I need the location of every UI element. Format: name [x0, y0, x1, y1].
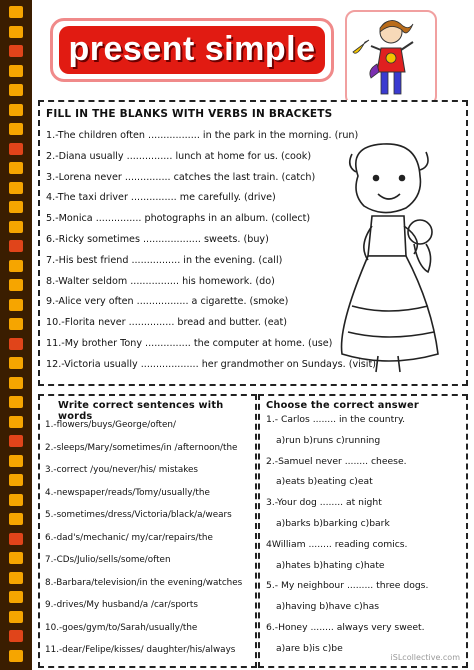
section-heading: Choose the correct answer — [266, 400, 419, 411]
film-hole — [9, 494, 23, 506]
exercise-line: 11.-dear/Felipe/kisses/ daughter/his/always — [45, 645, 236, 655]
film-hole — [9, 26, 23, 38]
film-hole — [9, 572, 23, 584]
exercise-line: 5.-sometimes/dress/Victoria/black/a/wears — [45, 510, 232, 520]
exercise-line: 10.-Florita never ............... bread and butter. (eat) — [46, 317, 288, 329]
exercise-line: 10.-goes/gym/to/Sarah/usually/the — [45, 622, 198, 633]
exercise-line: 3.-correct /you/never/his/ mistakes — [45, 465, 199, 475]
exercise-line: a)are b)is c)be — [276, 642, 343, 654]
film-hole — [9, 513, 23, 525]
exercise-line: 3.-Your dog ........ at night — [266, 497, 382, 509]
section-heading: Write correct sentences with words — [58, 400, 224, 422]
exercise-line: 2.-Samuel never ........ cheese. — [266, 455, 407, 467]
exercise-line: 1.- Carlos ........ in the country. — [266, 414, 406, 425]
exercise-line: a)barks b)barking c)bark — [276, 518, 390, 529]
film-hole — [9, 338, 23, 350]
exercise-line: 6.-Honey ........ always very sweet. — [266, 622, 425, 633]
film-hole — [9, 474, 23, 486]
film-hole — [9, 104, 23, 116]
exercise-line: 12.-Victoria usually ................... her grandmother on Sundays. (visit) — [46, 358, 376, 370]
exercise-line: 3.-Lorena never ............... catches the last train. (catch) — [46, 171, 316, 183]
exercise-line: 11.-My brother Tony ............... the computer at home. (use) — [46, 338, 333, 349]
exercise-line: 5.-Monica ............... photographs in an album. (collect) — [46, 213, 311, 225]
title-banner — [50, 18, 334, 82]
film-hole — [9, 279, 23, 291]
exercise-line: 2.-sleeps/Mary/sometimes/in /afternoon/the — [45, 442, 238, 453]
girl-with-doll-illustration — [328, 136, 458, 376]
film-hole — [9, 240, 23, 252]
superhero-girl-illustration — [345, 10, 437, 106]
film-hole — [9, 591, 23, 603]
film-hole — [9, 65, 23, 77]
exercise-line: 4.-newspaper/reads/Tomy/usually/the — [45, 487, 210, 498]
film-hole — [9, 435, 23, 447]
write-sentences-section — [38, 394, 257, 668]
film-hole — [9, 455, 23, 467]
film-hole — [9, 45, 23, 57]
film-hole — [9, 6, 23, 18]
exercise-line: 9.-Alice very often ................. a cigarette. (smoke) — [46, 296, 289, 308]
title-background — [59, 26, 325, 74]
film-hole — [9, 299, 23, 311]
section-heading: FILL IN THE BLANKS WITH VERBS IN BRACKETS — [46, 108, 333, 120]
exercise-line: 2.-Diana usually ............... lunch at home for us. (cook) — [46, 150, 312, 162]
film-hole — [9, 123, 23, 135]
film-hole — [9, 221, 23, 233]
film-strip-border — [0, 0, 32, 670]
exercise-line: 4William ........ reading comics. — [266, 538, 408, 550]
exercise-line: 6.-dad's/mechanic/ my/car/repairs/the — [45, 532, 213, 543]
film-hole — [9, 143, 23, 155]
exercise-line: 1.-flowers/buys/George/often/ — [45, 420, 176, 430]
film-hole — [9, 611, 23, 623]
film-hole — [9, 650, 23, 662]
film-hole — [9, 84, 23, 96]
exercise-line: 7.-CDs/Julio/sells/some/often — [45, 555, 171, 565]
exercise-line: 7.-His best friend ................ in the evening. (call) — [46, 254, 283, 266]
page-title: present simple — [68, 30, 316, 68]
film-hole — [9, 357, 23, 369]
fill-in-blanks-section — [38, 100, 468, 386]
multiple-choice-section — [258, 394, 468, 668]
exercise-line: 8.-Barbara/television/in the evening/watches — [45, 577, 243, 588]
watermark: iSLcollective.com — [390, 653, 460, 662]
exercise-line: 6.-Ricky sometimes ................... sweets. (buy) — [46, 234, 269, 245]
exercise-line: a)eats b)eating c)eat — [276, 476, 373, 488]
film-hole — [9, 162, 23, 174]
exercise-line: 9.-drives/My husband/a /car/sports — [45, 600, 198, 610]
exercise-line: a)hates b)hating c)hate — [276, 559, 385, 571]
exercise-line: a)run b)runs c)running — [276, 434, 381, 446]
film-hole — [9, 396, 23, 408]
film-hole — [9, 260, 23, 272]
exercise-line: 5.- My neighbour ......... three dogs. — [266, 580, 429, 592]
exercise-line: 1.-The children often ................. in the park in the morning. (run) — [46, 130, 359, 141]
film-hole — [9, 182, 23, 194]
exercise-line: a)having b)have c)has — [276, 601, 379, 613]
film-hole — [9, 201, 23, 213]
film-hole — [9, 416, 23, 428]
film-hole — [9, 630, 23, 642]
film-hole — [9, 533, 23, 545]
exercise-line: 4.-The taxi driver ............... me carefully. (drive) — [46, 192, 276, 204]
film-hole — [9, 552, 23, 564]
film-hole — [9, 377, 23, 389]
exercise-line: 8.-Walter seldom ................ his homework. (do) — [46, 275, 275, 287]
film-hole — [9, 318, 23, 330]
